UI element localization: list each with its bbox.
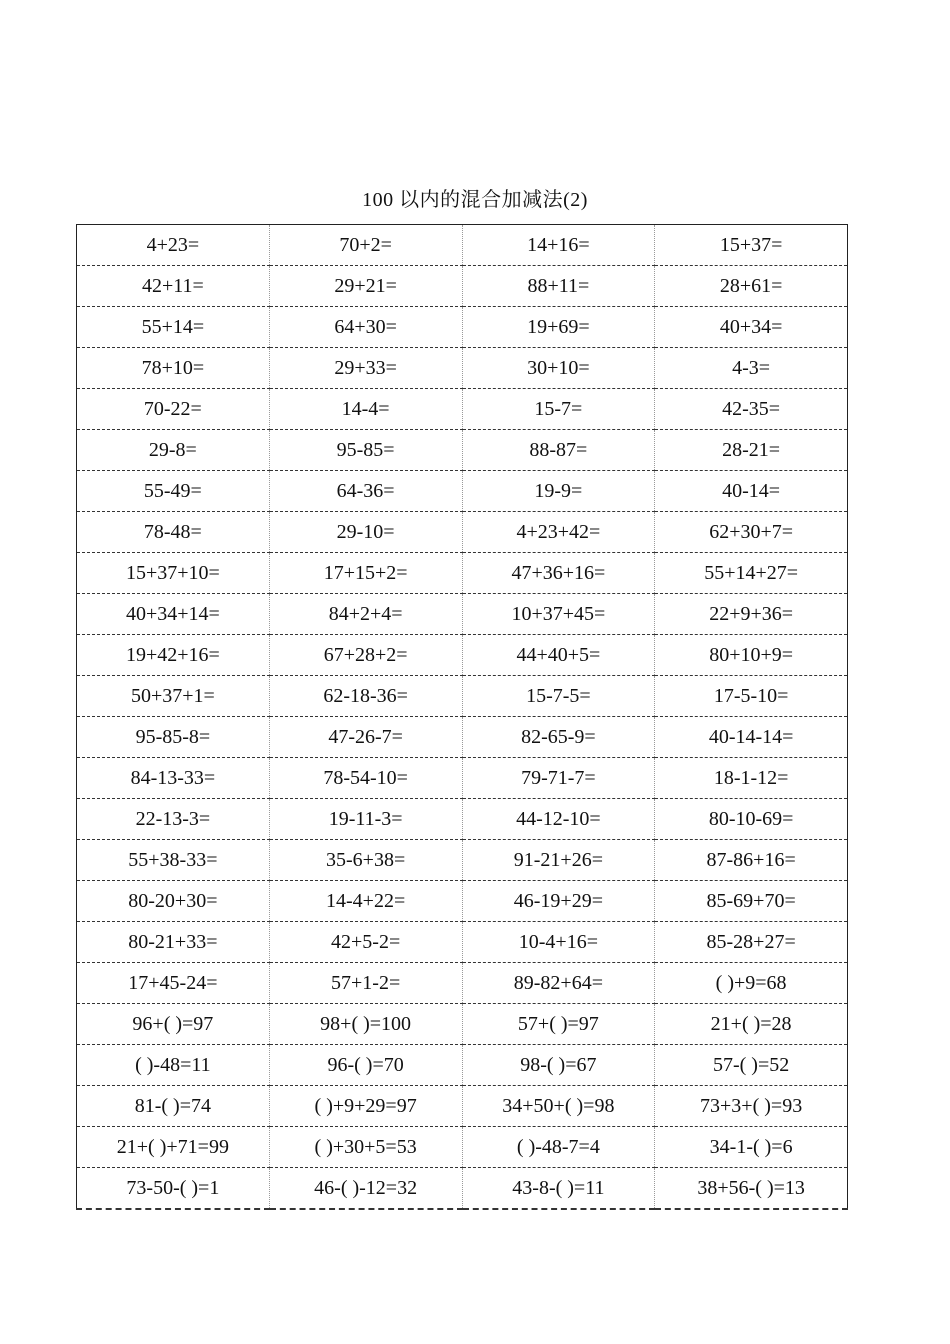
- exercise-cell: 98+( )=100: [269, 1004, 462, 1045]
- exercise-cell: 29-10=: [269, 512, 462, 553]
- exercise-cell: 15-7-5=: [462, 676, 655, 717]
- exercise-cell: 70+2=: [269, 225, 462, 266]
- table-row: [77, 389, 848, 430]
- exercise-cell: 15-7=: [462, 389, 655, 430]
- exercise-cell: 80-21+33=: [77, 922, 270, 963]
- table-row: [77, 307, 848, 348]
- exercise-cell: 46-( )-12=32: [269, 1168, 462, 1210]
- exercise-cell: 30+10=: [462, 348, 655, 389]
- exercise-cell: 10+37+45=: [462, 594, 655, 635]
- table-row: [77, 266, 848, 307]
- exercise-table: [76, 224, 848, 1210]
- exercise-cell: 80+10+9=: [655, 635, 848, 676]
- exercise-cell: 57-( )=52: [655, 1045, 848, 1086]
- exercise-cell: 88+11=: [462, 266, 655, 307]
- exercise-cell: 17-5-10=: [655, 676, 848, 717]
- exercise-cell: 85-28+27=: [655, 922, 848, 963]
- exercise-cell: 55+14=: [77, 307, 270, 348]
- table-row: [77, 635, 848, 676]
- exercise-cell: 34+50+( )=98: [462, 1086, 655, 1127]
- table-row: [77, 1168, 848, 1210]
- exercise-cell: 96-( )=70: [269, 1045, 462, 1086]
- exercise-cell: 10-4+16=: [462, 922, 655, 963]
- exercise-cell: 19-9=: [462, 471, 655, 512]
- exercise-cell: 98-( )=67: [462, 1045, 655, 1086]
- table-row: [77, 717, 848, 758]
- exercise-cell: 44-12-10=: [462, 799, 655, 840]
- exercise-cell: 50+37+1=: [77, 676, 270, 717]
- exercise-cell: 14-4+22=: [269, 881, 462, 922]
- exercise-cell: 19+42+16=: [77, 635, 270, 676]
- exercise-cell: 70-22=: [77, 389, 270, 430]
- exercise-cell: 4-3=: [655, 348, 848, 389]
- exercise-cell: 29-8=: [77, 430, 270, 471]
- exercise-cell: 80-20+30=: [77, 881, 270, 922]
- exercise-cell: 42-35=: [655, 389, 848, 430]
- exercise-cell: 64+30=: [269, 307, 462, 348]
- exercise-cell: 18-1-12=: [655, 758, 848, 799]
- exercise-cell: 67+28+2=: [269, 635, 462, 676]
- exercise-cell: 84+2+4=: [269, 594, 462, 635]
- exercise-cell: 19+69=: [462, 307, 655, 348]
- table-row: [77, 922, 848, 963]
- table-row: [77, 881, 848, 922]
- exercise-cell: 29+33=: [269, 348, 462, 389]
- exercise-cell: 34-1-( )=6: [655, 1127, 848, 1168]
- exercise-cell: 15+37=: [655, 225, 848, 266]
- exercise-cell: 28-21=: [655, 430, 848, 471]
- exercise-cell: 62+30+7=: [655, 512, 848, 553]
- table-row: [77, 1127, 848, 1168]
- exercise-cell: 22+9+36=: [655, 594, 848, 635]
- exercise-cell: 40-14=: [655, 471, 848, 512]
- table-row: [77, 594, 848, 635]
- exercise-cell: 78+10=: [77, 348, 270, 389]
- exercise-cell: 40+34+14=: [77, 594, 270, 635]
- table-row: [77, 758, 848, 799]
- table-row: [77, 430, 848, 471]
- exercise-cell: 73+3+( )=93: [655, 1086, 848, 1127]
- exercise-cell: 14+16=: [462, 225, 655, 266]
- exercise-cell: 89-82+64=: [462, 963, 655, 1004]
- exercise-cell: 95-85=: [269, 430, 462, 471]
- table-row: [77, 348, 848, 389]
- table-row: [77, 512, 848, 553]
- exercise-cell: 4+23+42=: [462, 512, 655, 553]
- exercise-cell: 88-87=: [462, 430, 655, 471]
- table-row: [77, 840, 848, 881]
- table-row: [77, 676, 848, 717]
- exercise-cell: 46-19+29=: [462, 881, 655, 922]
- exercise-cell: 55+38-33=: [77, 840, 270, 881]
- exercise-cell: ( )+9+29=97: [269, 1086, 462, 1127]
- exercise-cell: ( )-48-7=4: [462, 1127, 655, 1168]
- exercise-cell: 80-10-69=: [655, 799, 848, 840]
- exercise-cell: 95-85-8=: [77, 717, 270, 758]
- exercise-cell: 38+56-( )=13: [655, 1168, 848, 1210]
- exercise-cell: 73-50-( )=1: [77, 1168, 270, 1210]
- exercise-cell: 29+21=: [269, 266, 462, 307]
- exercise-cell: 55-49=: [77, 471, 270, 512]
- exercise-cell: 64-36=: [269, 471, 462, 512]
- exercise-cell: 82-65-9=: [462, 717, 655, 758]
- exercise-cell: 17+15+2=: [269, 553, 462, 594]
- exercise-cell: 62-18-36=: [269, 676, 462, 717]
- table-row: [77, 963, 848, 1004]
- exercise-cell: ( )+30+5=53: [269, 1127, 462, 1168]
- exercise-cell: 91-21+26=: [462, 840, 655, 881]
- exercise-cell: 81-( )=74: [77, 1086, 270, 1127]
- exercise-cell: 40-14-14=: [655, 717, 848, 758]
- exercise-cell: 21+( )=28: [655, 1004, 848, 1045]
- exercise-cell: 4+23=: [77, 225, 270, 266]
- exercise-cell: 19-11-3=: [269, 799, 462, 840]
- exercise-cell: 14-4=: [269, 389, 462, 430]
- exercise-cell: 87-86+16=: [655, 840, 848, 881]
- exercise-cell: 43-8-( )=11: [462, 1168, 655, 1210]
- exercise-cell: 79-71-7=: [462, 758, 655, 799]
- table-row: [77, 1045, 848, 1086]
- table-row: [77, 225, 848, 266]
- exercise-cell: 44+40+5=: [462, 635, 655, 676]
- exercise-cell: 17+45-24=: [77, 963, 270, 1004]
- exercise-cell: ( )-48=11: [77, 1045, 270, 1086]
- exercise-cell: 42+5-2=: [269, 922, 462, 963]
- exercise-cell: ( )+9=68: [655, 963, 848, 1004]
- table-row: [77, 1086, 848, 1127]
- table-row: [77, 471, 848, 512]
- table-row: [77, 799, 848, 840]
- exercise-cell: 47+36+16=: [462, 553, 655, 594]
- exercise-cell: 57+( )=97: [462, 1004, 655, 1045]
- page-title: 100 以内的混合加减法(2): [362, 189, 588, 211]
- exercise-cell: 35-6+38=: [269, 840, 462, 881]
- exercise-cell: 84-13-33=: [77, 758, 270, 799]
- exercise-cell: 78-48=: [77, 512, 270, 553]
- exercise-cell: 55+14+27=: [655, 553, 848, 594]
- exercise-cell: 96+( )=97: [77, 1004, 270, 1045]
- table-row: [77, 553, 848, 594]
- exercise-cell: 15+37+10=: [77, 553, 270, 594]
- table-row: [77, 1004, 848, 1045]
- exercise-cell: 22-13-3=: [77, 799, 270, 840]
- exercise-cell: 57+1-2=: [269, 963, 462, 1004]
- exercise-cell: 78-54-10=: [269, 758, 462, 799]
- exercise-table-body: [77, 225, 848, 1210]
- exercise-cell: 85-69+70=: [655, 881, 848, 922]
- exercise-cell: 40+34=: [655, 307, 848, 348]
- exercise-cell: 21+( )+71=99: [77, 1127, 270, 1168]
- exercise-cell: 47-26-7=: [269, 717, 462, 758]
- exercise-cell: 28+61=: [655, 266, 848, 307]
- exercise-cell: 42+11=: [77, 266, 270, 307]
